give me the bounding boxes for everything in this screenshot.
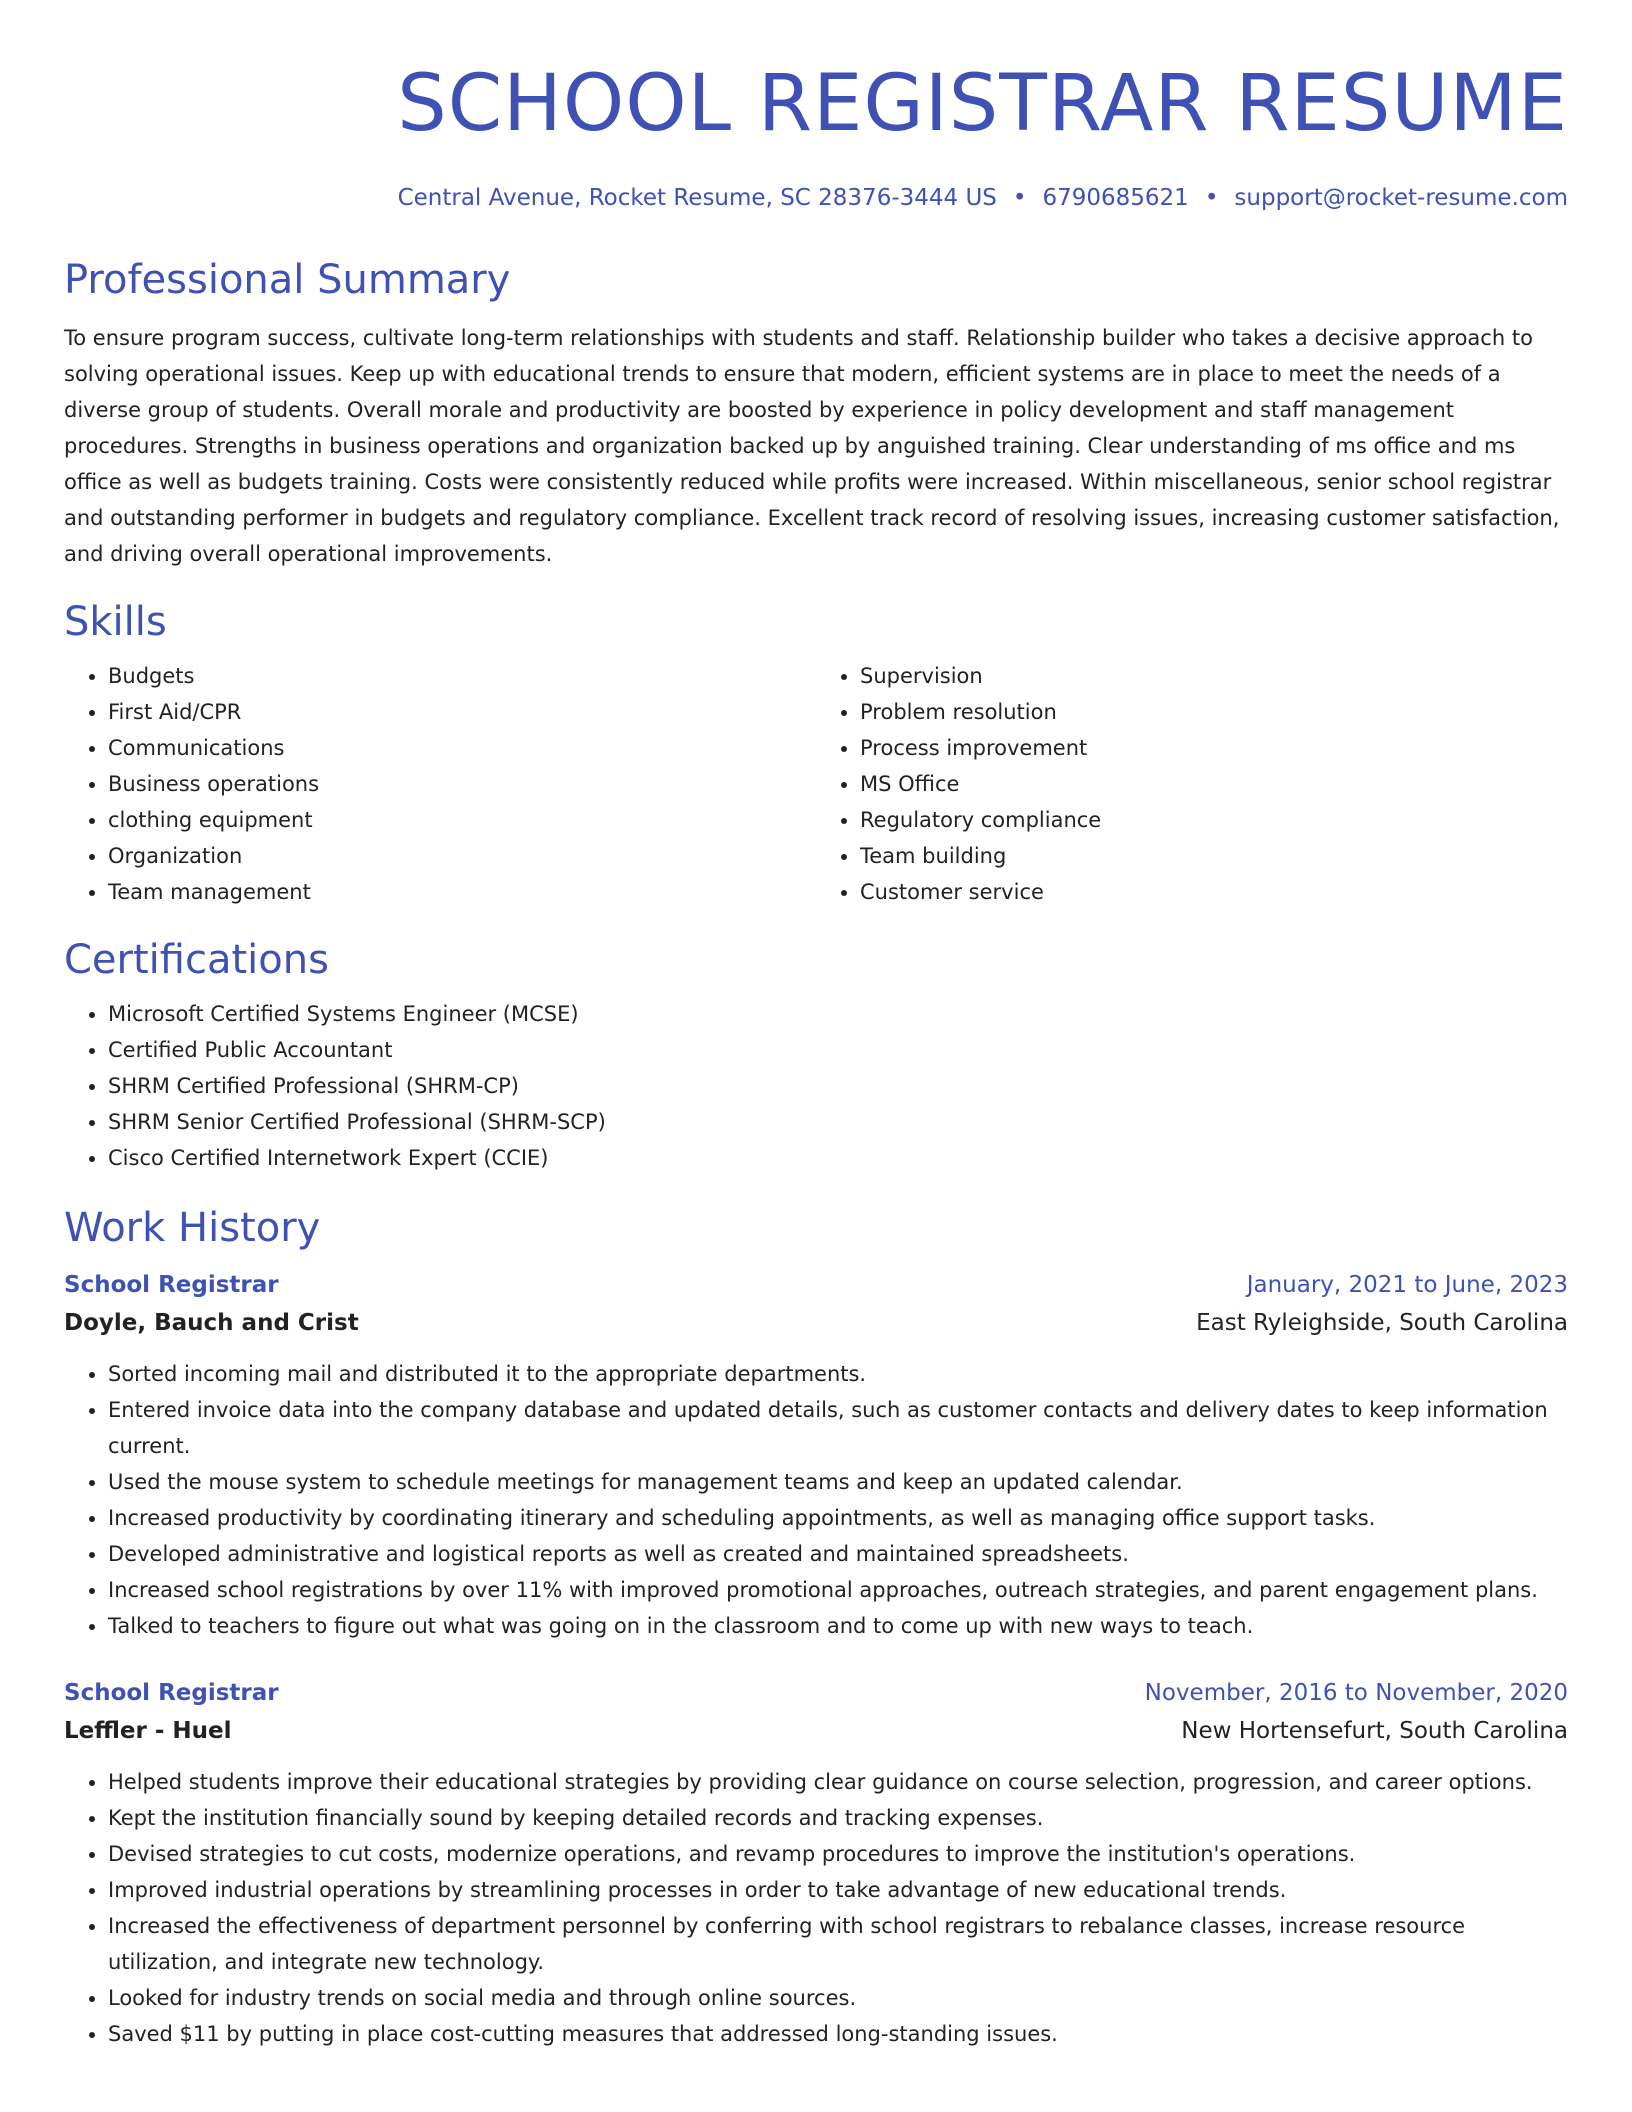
contact-separator: • bbox=[1204, 185, 1219, 211]
certification-item: • SHRM Certified Professional (SHRM-CP) bbox=[108, 1068, 1568, 1104]
job-company: Doyle, Bauch and Crist bbox=[64, 1310, 359, 1336]
job-location: East Ryleighside, South Carolina bbox=[1196, 1310, 1568, 1336]
summary-text: To ensure program success, cultivate long-term relationships with students and staff. Relationship builder who takes a decisive approach to solving operational issues. Keep up with educational trends to ensure that modern, efficient systems are in place to meet the needs of a diverse group of students. Overall morale and productivity are boosted by experience in policy development and staff management procedures. Strengths in business operations and organization backed up by anguished training. Clear understanding of ms office and ms office as well as budgets training. Costs were consistently reduced while profits were increased. Within miscellaneous, senior school registrar and outstanding performer in budgets and regulatory compliance. Excellent track record of resolving issues, increasing customer satisfaction, and driving overall operational improvements. bbox=[64, 326, 1560, 566]
job-duty-item: • Looked for industry trends on social media and through online sources. bbox=[108, 1980, 1568, 2016]
skills-list-right bbox=[816, 658, 1568, 910]
certification-item: • Cisco Certified Internetwork Expert (CCIE) bbox=[108, 1140, 1568, 1176]
certification-item: • Microsoft Certified Systems Engineer (MCSE) bbox=[108, 996, 1568, 1032]
skill-item: • Customer service bbox=[860, 874, 1568, 910]
job-duty-item: • Kept the institution financially sound by keeping detailed records and tracking expenses. bbox=[108, 1800, 1568, 1836]
job-dates: November, 2016 to November, 2020 bbox=[1144, 1680, 1568, 1706]
job-duty-item: • Entered invoice data into the company database and updated details, such as customer contacts and delivery dates to keep information current. bbox=[108, 1392, 1568, 1464]
certification-item: • SHRM Senior Certified Professional (SHRM-SCP) bbox=[108, 1104, 1568, 1140]
job-entry bbox=[64, 1674, 1568, 2052]
skill-item: • Team building bbox=[860, 838, 1568, 874]
job-company-row bbox=[64, 1304, 1568, 1342]
job-duty-item: • Developed administrative and logistical reports as well as created and maintained spreadsheets. bbox=[108, 1536, 1568, 1572]
job-duty-item: • Increased school registrations by over 11% with improved promotional approaches, outreach strategies, and parent engagement plans. bbox=[108, 1572, 1568, 1608]
work-history-heading: Work History bbox=[64, 1205, 321, 1251]
job-title: School Registrar bbox=[64, 1272, 279, 1298]
skill-item: • Communications bbox=[108, 730, 816, 766]
skill-item: • Business operations bbox=[108, 766, 816, 802]
job-duty-item: • Devised strategies to cut costs, modernize operations, and revamp procedures to improve the institution's operations. bbox=[108, 1836, 1568, 1872]
skill-item: • clothing equipment bbox=[108, 802, 816, 838]
job-duty-item: • Used the mouse system to schedule meetings for management teams and keep an updated calendar. bbox=[108, 1464, 1568, 1500]
skill-item: • Supervision bbox=[860, 658, 1568, 694]
skill-item: • First Aid/CPR bbox=[108, 694, 816, 730]
job-duties-list bbox=[64, 1356, 1568, 1644]
job-duty-item: • Talked to teachers to figure out what was going on in the classroom and to come up with new ways to teach. bbox=[108, 1608, 1568, 1644]
certifications-heading: Certifications bbox=[64, 937, 329, 983]
job-duty-item: • Helped students improve their educational strategies by providing clear guidance on course selection, progression, and career options. bbox=[108, 1764, 1568, 1800]
job-title: School Registrar bbox=[64, 1680, 279, 1706]
contact-line bbox=[64, 184, 1568, 212]
skills-list-left bbox=[64, 658, 816, 910]
skill-item: • Problem resolution bbox=[860, 694, 1568, 730]
certification-item: • Certified Public Accountant bbox=[108, 1032, 1568, 1068]
job-duty-item: • Increased productivity by coordinating itinerary and scheduling appointments, as well as managing office support tasks. bbox=[108, 1500, 1568, 1536]
contact-separator: • bbox=[1012, 185, 1027, 211]
job-entry bbox=[64, 1266, 1568, 1644]
contact-address: Central Avenue, Rocket Resume, SC 28376-3444 US bbox=[397, 185, 997, 211]
job-duties-list bbox=[64, 1764, 1568, 2052]
skills-columns bbox=[64, 658, 1568, 910]
contact-email[interactable]: support@rocket-resume.com bbox=[1234, 185, 1568, 211]
skill-item: • Team management bbox=[108, 874, 816, 910]
job-duty-item: • Saved $11 by putting in place cost-cutting measures that addressed long-standing issues. bbox=[108, 2016, 1568, 2052]
skills-heading: Skills bbox=[64, 599, 167, 645]
skill-item: • MS Office bbox=[860, 766, 1568, 802]
job-header-row bbox=[64, 1674, 1568, 1712]
job-duty-item: • Improved industrial operations by streamlining processes in order to take advantage of new educational trends. bbox=[108, 1872, 1568, 1908]
summary-heading: Professional Summary bbox=[64, 257, 511, 303]
resume-page bbox=[64, 0, 1568, 2052]
skill-item: • Budgets bbox=[108, 658, 816, 694]
job-duty-item: • Increased the effectiveness of department personnel by conferring with school registrars to rebalance classes, increase resource utilization, and integrate new technology. bbox=[108, 1908, 1568, 1980]
certifications-list bbox=[64, 996, 1568, 1176]
skill-item: • Organization bbox=[108, 838, 816, 874]
job-header-row bbox=[64, 1266, 1568, 1304]
contact-phone: 6790685621 bbox=[1042, 185, 1189, 211]
skill-item: • Regulatory compliance bbox=[860, 802, 1568, 838]
job-location: New Hortensefurt, South Carolina bbox=[1181, 1718, 1568, 1744]
job-company: Leffler - Huel bbox=[64, 1718, 232, 1744]
job-duty-item: • Sorted incoming mail and distributed it to the appropriate departments. bbox=[108, 1356, 1568, 1392]
skill-item: • Process improvement bbox=[860, 730, 1568, 766]
job-dates: January, 2021 to June, 2023 bbox=[1246, 1272, 1568, 1298]
job-company-row bbox=[64, 1712, 1568, 1750]
resume-title: SCHOOL REGISTRAR RESUME bbox=[397, 59, 1568, 149]
